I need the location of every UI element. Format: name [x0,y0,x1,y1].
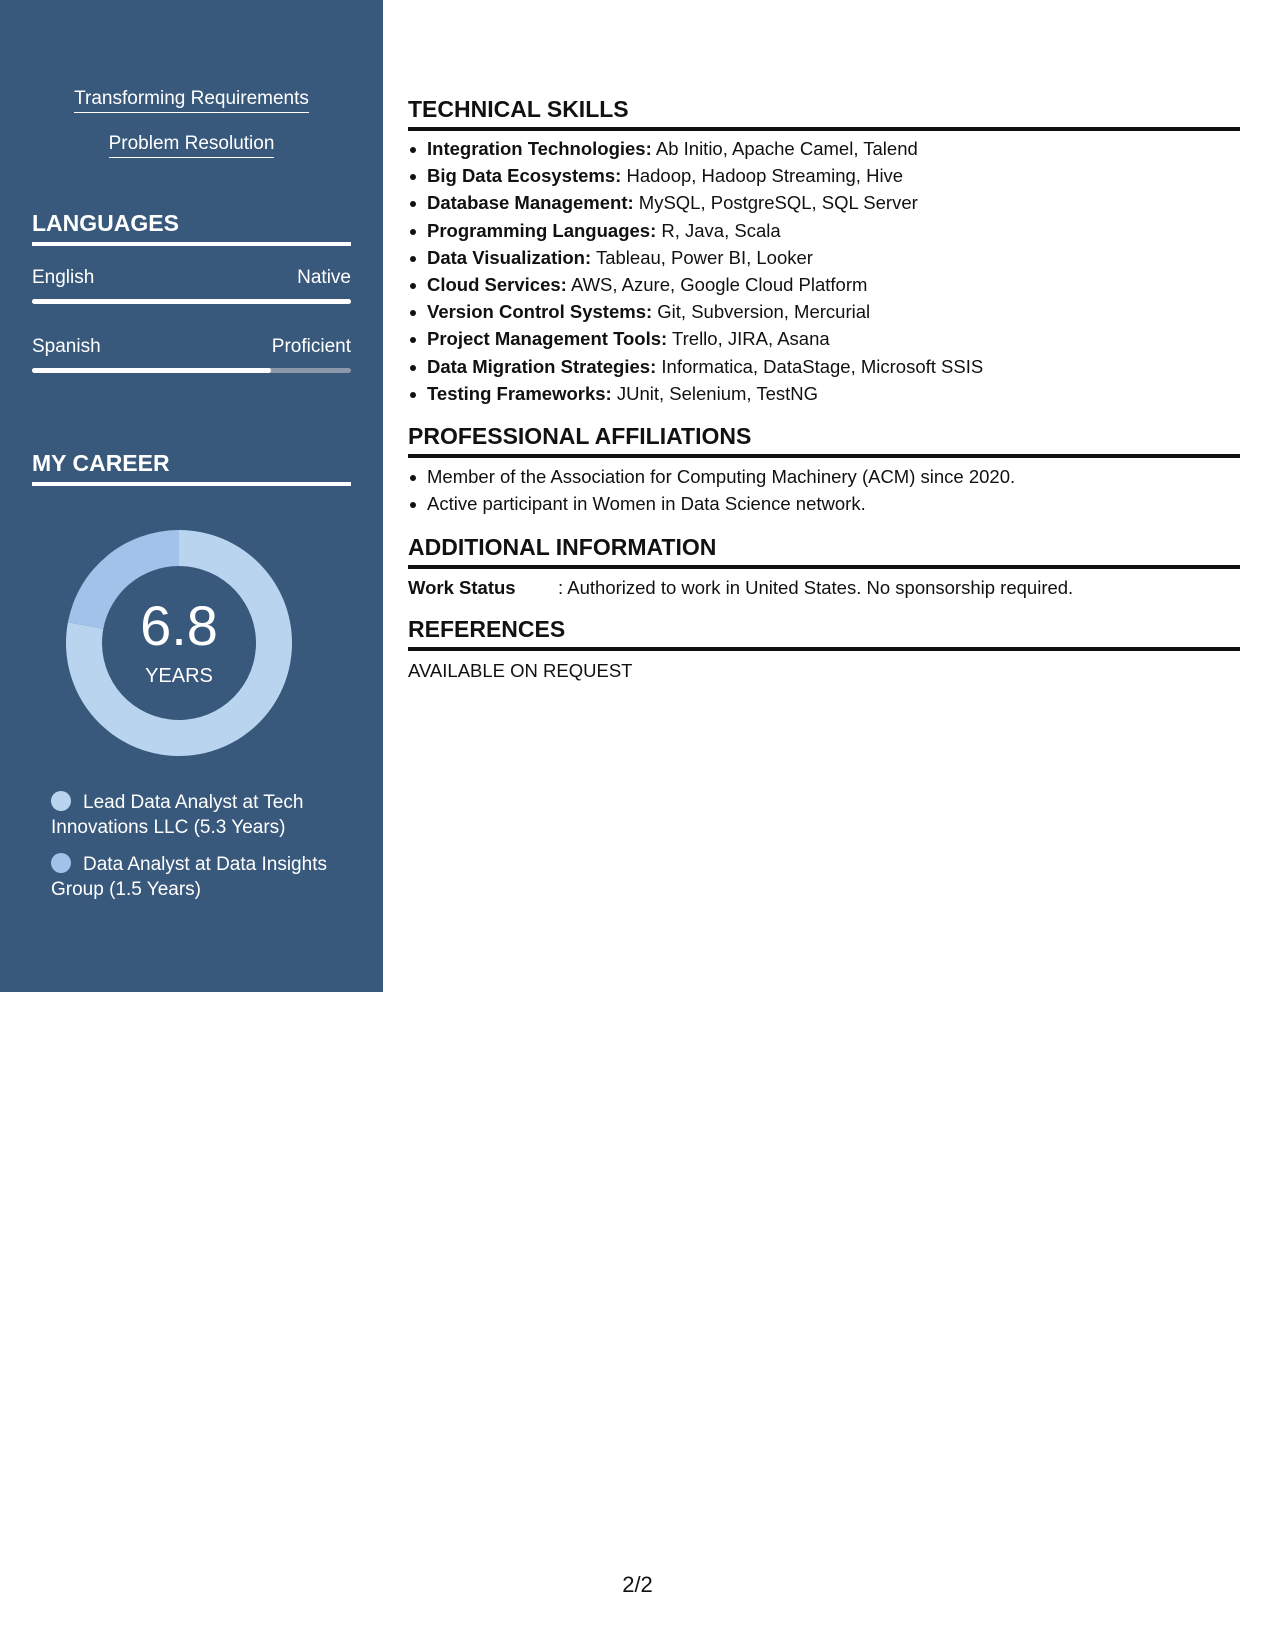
technical-skills-heading: TECHNICAL SKILLS [408,96,1240,131]
references-text: AVAILABLE ON REQUEST [408,660,633,681]
list-item: Active participant in Women in Data Science network. [427,490,1259,517]
language-level: Native [297,267,351,288]
references-heading: REFERENCES [408,616,1240,651]
list-item: Cloud Services: AWS, Azure, Google Cloud Platform [427,271,1259,298]
language-progress-bar [32,368,351,373]
skill-tag: Transforming Requirements [0,88,383,113]
affiliations-list [408,463,1259,517]
language-progress-fill [32,299,351,304]
career-item: Data Analyst at Data Insights Group (1.5 Years) [51,854,327,900]
work-status-label: Work Status [408,577,516,598]
career-item: Lead Data Analyst at Tech Innovations LLC (5.3 Years) [51,792,304,838]
list-item: Big Data Ecosystems: Hadoop, Hadoop Streaming, Hive [427,162,1259,189]
list-item: Database Management: MySQL, PostgreSQL, SQL Server [427,189,1259,216]
list-item: Data Migration Strategies: Informatica, DataStage, Microsoft SSIS [427,353,1259,380]
language-progress-fill [32,368,271,373]
list-item: Member of the Association for Computing Machinery (ACM) since 2020. [427,463,1259,490]
affiliations-heading: PROFESSIONAL AFFILIATIONS [408,423,1240,458]
language-name: Spanish [32,336,101,357]
additional-information-heading: ADDITIONAL INFORMATION [408,534,1240,569]
list-item: Testing Frameworks: JUnit, Selenium, TestNG [427,380,1259,407]
languages-heading: LANGUAGES [32,210,351,246]
skill-tag: Problem Resolution [0,133,383,158]
list-item: Version Control Systems: Git, Subversion, Mercurial [427,298,1259,325]
sidebar [0,0,383,992]
career-heading: MY CAREER [32,450,351,486]
legend-dot-icon [51,853,71,873]
list-item: Programming Languages: R, Java, Scala [427,217,1259,244]
career-total-years: 6.8 [140,594,218,657]
legend-dot-icon [51,791,71,811]
language-progress-bar [32,299,351,304]
technical-skills-list [408,135,1259,407]
language-level: Proficient [271,336,351,357]
list-item: Data Visualization: Tableau, Power BI, Looker [427,244,1259,271]
list-item: Integration Technologies: Ab Initio, Apache Camel, Talend [427,135,1259,162]
work-status-value: : Authorized to work in United States. No sponsorship required. [558,577,1074,598]
career-years-unit: YEARS [145,665,213,687]
page-number: 2/2 [622,1572,653,1597]
list-item: Project Management Tools: Trello, JIRA, Asana [427,325,1259,352]
language-name: English [32,267,95,288]
